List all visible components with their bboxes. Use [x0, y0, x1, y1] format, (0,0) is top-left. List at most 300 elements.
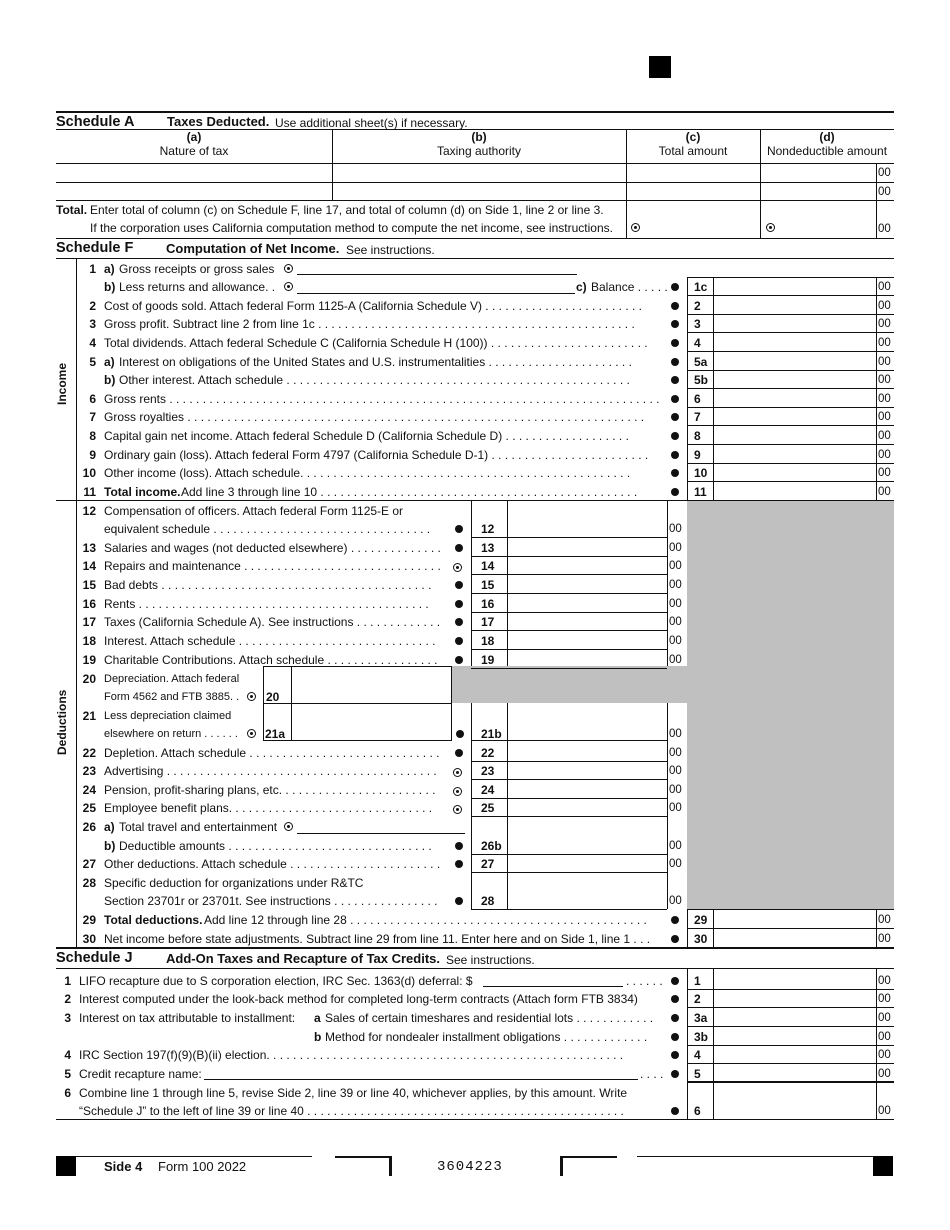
amount-input[interactable]	[714, 1027, 875, 1044]
entry-bullet-icon	[247, 729, 256, 738]
line-letter: b	[314, 1030, 322, 1044]
line-text: Combine line 1 through line 5, revise Side 2, line 39 or line 40, whichever applies, by this amount. Write	[79, 1086, 628, 1100]
sched-a-row1-total[interactable]	[627, 164, 759, 181]
entry-bullet-icon	[671, 1107, 679, 1115]
line-text: Compensation of officers. Attach federal Form 1125-E or	[104, 504, 404, 518]
line-number: 2	[64, 992, 71, 1006]
line-ref: 20	[266, 690, 280, 704]
amount-input[interactable]	[508, 650, 666, 667]
amount-input[interactable]	[714, 971, 875, 988]
line-letter: b)	[104, 373, 116, 387]
amount-input[interactable]	[508, 631, 666, 648]
cents: 00	[669, 840, 682, 852]
line-letter: a)	[104, 262, 115, 276]
entry-bullet-icon	[455, 581, 463, 589]
amount-input[interactable]	[714, 407, 875, 424]
entry-bullet-icon	[671, 395, 679, 403]
col-a-label: Nature of tax	[159, 144, 229, 158]
sched-a-row1-nondeductible[interactable]	[761, 164, 875, 181]
line-ref: 3	[694, 317, 701, 331]
cents: 00	[878, 186, 891, 198]
line-ref: 2	[694, 992, 701, 1006]
line-text: Form 4562 and FTB 3885. .	[104, 691, 240, 703]
amount-input[interactable]	[714, 370, 875, 387]
entry-bullet-icon	[455, 618, 463, 626]
line-text: Interest on tax attributable to installment:	[79, 1011, 296, 1025]
amount-input[interactable]	[508, 556, 666, 573]
line-text: Total travel and entertainment	[119, 820, 278, 834]
line-text: Other deductions. Attach schedule . . . . . . . . . . . . . . . . . . . . . . .	[104, 857, 441, 871]
entry-bullet-icon	[671, 935, 679, 943]
cents: 00	[878, 411, 891, 423]
line-ref: 5a	[694, 355, 708, 369]
sched-a-total-c[interactable]	[642, 201, 759, 237]
cents: 00	[878, 1031, 891, 1043]
cents: 00	[878, 486, 891, 498]
line-text: LIFO recapture due to S corporation election, IRC Sec. 1363(d) deferral: $	[79, 974, 473, 988]
amount-input[interactable]	[714, 910, 875, 927]
line-number: 20	[82, 672, 96, 686]
cents: 00	[669, 895, 682, 907]
line-text: Gross royalties . . . . . . . . . . . . . . . . . . . . . . . . . . . . . . . . . . . . . . . . . . . . . . . . . . . . . . . . . . . . . . . . . . . . .	[104, 410, 645, 424]
amount-input[interactable]	[714, 1064, 875, 1081]
line-letter: b)	[104, 839, 116, 853]
entry-bullet-icon	[284, 822, 293, 831]
line-number: 27	[82, 857, 96, 871]
line-text: Rents . . . . . . . . . . . . . . . . . . . . . . . . . . . . . . . . . . . . . . . . . . . .	[104, 597, 429, 611]
amount-input[interactable]	[714, 482, 875, 499]
cents: 00	[878, 914, 891, 926]
line-number: 4	[64, 1048, 71, 1062]
line-number: 29	[82, 913, 96, 927]
line-ref: 13	[481, 541, 495, 555]
line-21b-input[interactable]	[508, 705, 666, 739]
line-ref: 1	[694, 974, 701, 988]
line-1a-input[interactable]	[297, 259, 577, 275]
line-text: Capital gain net income. Attach federal Schedule D (California Schedule D) . . . . . . . . . . . . . . . . . . .	[104, 429, 629, 443]
schedule-a-title: Schedule A	[56, 114, 135, 130]
line-number: 13	[82, 541, 96, 555]
line-number: 6	[89, 392, 96, 406]
cents: 00	[878, 167, 891, 179]
line-text: Sales of certain timeshares and residential lots . . . . . . . . . . . .	[325, 1011, 654, 1025]
cents: 00	[669, 784, 682, 796]
entry-bullet-icon	[671, 1051, 679, 1059]
line-ref: 25	[481, 801, 495, 815]
entry-bullet-icon	[671, 451, 679, 459]
line-ref: 14	[481, 559, 495, 573]
cents: 00	[878, 1049, 891, 1061]
cents: 00	[878, 374, 891, 386]
entry-bullet-icon	[455, 525, 463, 533]
line-ref: 18	[481, 634, 495, 648]
entry-bullet-icon	[455, 842, 463, 850]
line-number: 18	[82, 634, 96, 648]
line-number: 12	[82, 504, 96, 518]
cents: 00	[878, 467, 891, 479]
line-1b-text: Less returns and allowance. .	[119, 280, 276, 294]
footer-side: Side 4	[104, 1159, 143, 1174]
entry-bullet-icon	[671, 995, 679, 1003]
entry-bullet-icon	[671, 1070, 679, 1078]
amount-input[interactable]	[508, 519, 666, 536]
entry-bullet-icon	[456, 730, 464, 738]
line-number: 4	[89, 336, 96, 350]
amount-input[interactable]	[508, 575, 666, 592]
line-number: 8	[89, 429, 96, 443]
registration-mark-bottom-left	[56, 1156, 76, 1176]
line-letter: a)	[104, 820, 115, 834]
sched-a-total-text1: Enter total of column (c) on Schedule F, line 17, and total of column (d) on Side 1, line 2 or line 3.	[90, 203, 604, 217]
line-ref: 8	[694, 429, 701, 443]
line-number: 16	[82, 597, 96, 611]
amount-input[interactable]	[714, 389, 875, 406]
line-text: Repairs and maintenance . . . . . . . . . . . . . . . . . . . . . . . . . . . . . .	[104, 559, 441, 573]
amount-input[interactable]	[508, 891, 666, 908]
line-number: 6	[64, 1086, 71, 1100]
credit-recapture-name-input[interactable]	[204, 1065, 638, 1080]
footer-bracket-right	[560, 1156, 617, 1176]
line-text: Interest computed under the look-back method for completed long-term contracts (Attach form FTB 3834)	[79, 992, 638, 1006]
line-ref: 2	[694, 299, 701, 313]
registration-mark-top	[649, 56, 671, 78]
entry-bullet-icon	[671, 320, 679, 328]
line-number: 5	[64, 1067, 71, 1081]
line-number: 1	[89, 262, 96, 276]
income-side-label: Income	[55, 362, 69, 405]
sched-a-row1-nature[interactable]	[57, 164, 331, 181]
amount-input[interactable]	[714, 989, 875, 1006]
entry-bullet-icon	[671, 977, 679, 985]
sched-a-total-text2: If the corporation uses California computation method to compute the net income, see instructions.	[90, 221, 613, 235]
cents: 00	[669, 765, 682, 777]
amount-input[interactable]	[508, 836, 666, 853]
line-ref: 16	[481, 597, 495, 611]
line-number: 7	[89, 410, 96, 424]
line-ref: 29	[694, 913, 708, 927]
sched-a-total-d[interactable]	[777, 201, 875, 237]
entry-bullet-icon	[453, 563, 462, 572]
amount-input[interactable]	[714, 1045, 875, 1062]
cents: 00	[878, 993, 891, 1005]
amount-input[interactable]	[714, 333, 875, 350]
line-text: Other income (loss). Attach schedule. . . . . . . . . . . . . . . . . . . . . . . . . . . . . . . . . . . . . . . . . . . . . . . . . .	[104, 466, 631, 480]
line-ref: 17	[481, 615, 495, 629]
lifo-amount-input[interactable]	[483, 972, 623, 987]
amount-input[interactable]	[714, 929, 875, 946]
line-ref: 5	[694, 1067, 701, 1081]
line-text: . . . . . .	[626, 974, 663, 988]
line-number: 26	[82, 820, 96, 834]
amount-input[interactable]	[714, 314, 875, 331]
line-ref: 26b	[481, 839, 502, 853]
entry-bullet-icon	[671, 339, 679, 347]
entry-bullet-icon	[766, 223, 775, 232]
line-ref: 3b	[694, 1030, 709, 1044]
line-number: 3	[89, 317, 96, 331]
cents: 00	[669, 560, 682, 572]
sched-a-row2-total[interactable]	[627, 183, 759, 199]
line-1c-text: Balance . . . . .	[591, 280, 668, 294]
amount-input[interactable]	[508, 743, 666, 760]
line-ref: 3a	[694, 1011, 708, 1025]
sched-a-row2-nature[interactable]	[57, 183, 331, 199]
line-number: 9	[89, 448, 96, 462]
line-ref: 22	[481, 746, 495, 760]
line-text: Charitable Contributions. Attach schedule . . . . . . . . . . . . . . . . .	[104, 653, 438, 667]
col-c-letter: (c)	[685, 130, 701, 144]
entry-bullet-icon	[455, 637, 463, 645]
line-number: 24	[82, 783, 96, 797]
sched-a-total-label: Total.	[56, 203, 88, 217]
line-text: elsewhere on return . . . . . .	[104, 728, 238, 740]
sched-a-row2-authority[interactable]	[333, 183, 625, 199]
cents: 00	[669, 598, 682, 610]
line-ref: 27	[481, 857, 495, 871]
line-ref: 9	[694, 448, 701, 462]
line-number: 15	[82, 578, 96, 592]
line-text: Bad debts . . . . . . . . . . . . . . . . . . . . . . . . . . . . . . . . . . . . . . . . .	[104, 578, 432, 592]
entry-bullet-icon	[671, 469, 679, 477]
line-ref: 28	[481, 894, 495, 908]
cents: 00	[669, 523, 682, 535]
line-number: 17	[82, 615, 96, 629]
footer-bracket-left	[335, 1156, 392, 1176]
line-bold-label: Total income.	[104, 485, 181, 499]
line-text: Pension, profit-sharing plans, etc. . . . . . . . . . . . . . . . . . . . . . . .	[104, 783, 436, 797]
cents: 00	[669, 616, 682, 628]
amount-input[interactable]	[508, 761, 666, 778]
line-ref: 12	[481, 522, 495, 536]
amount-input[interactable]	[508, 854, 666, 871]
line-text: Specific deduction for organizations under R&TC	[104, 876, 364, 890]
entry-bullet-icon	[247, 692, 256, 701]
line-text: Less depreciation claimed	[104, 710, 232, 722]
entry-bullet-icon	[453, 805, 462, 814]
cents: 00	[878, 1105, 891, 1117]
entry-bullet-icon	[453, 768, 462, 777]
cents: 00	[878, 337, 891, 349]
line-text: Cost of goods sold. Attach federal Form 1125-A (California Schedule V) . . . . . . . . . . . . . . . . . . . . . . . .	[104, 299, 643, 313]
entry-bullet-icon	[284, 264, 293, 273]
entry-bullet-icon	[671, 488, 679, 496]
cents: 00	[878, 1068, 891, 1080]
line-text: Other interest. Attach schedule . . . . . . . . . . . . . . . . . . . . . . . . . . . . . . . . . . . . . . . . . . . . . . . . . . . .	[119, 373, 630, 387]
col-b-label: Taxing authority	[436, 144, 522, 158]
deductions-side-label: Deductions	[55, 689, 69, 755]
line-text: Total dividends. Attach federal Schedule C (California Schedule H (100)) . . . . . . . . . . . . . . . . . . . . . . . .	[104, 336, 648, 350]
amount-input[interactable]	[714, 296, 875, 313]
line-ref: 23	[481, 764, 495, 778]
line-number: 1	[64, 974, 71, 988]
line-number: 30	[82, 932, 96, 946]
cents: 00	[669, 747, 682, 759]
col-d-label: Nondeductible amount	[766, 144, 888, 158]
sched-a-row1-authority[interactable]	[333, 164, 625, 181]
footer-form: Form 100 2022	[158, 1159, 247, 1174]
cents: 00	[669, 654, 682, 666]
amount-input[interactable]	[714, 352, 875, 369]
line-20-input[interactable]	[292, 668, 450, 702]
line-ref: 19	[481, 653, 495, 667]
line-text: Add line 12 through line 28 . . . . . . . . . . . . . . . . . . . . . . . . . . . . . . . . . . . . . . . . . . . . .	[204, 913, 647, 927]
entry-bullet-icon	[671, 1014, 679, 1022]
entry-bullet-icon	[671, 376, 679, 384]
amount-input[interactable]	[714, 1008, 875, 1025]
line-text: “Schedule J” to the left of line 39 or line 40 . . . . . . . . . . . . . . . . . . . . . . . . . . . . . . . . . . . . . . . . . . . . . . . .	[79, 1104, 624, 1118]
schedule-f-heading: Computation of Net Income.	[166, 241, 340, 256]
line-ref: 6	[694, 1104, 701, 1118]
cents: 00	[878, 318, 891, 330]
entry-bullet-icon	[455, 656, 463, 664]
entry-bullet-icon	[631, 223, 640, 232]
amount-input[interactable]	[508, 538, 666, 555]
amount-input[interactable]	[508, 780, 666, 797]
cents: 00	[669, 858, 682, 870]
line-ref: 24	[481, 783, 495, 797]
line-text: Advertising . . . . . . . . . . . . . . . . . . . . . . . . . . . . . . . . . . . . . . . . .	[104, 764, 437, 778]
line-ref: 21a	[265, 727, 286, 741]
line-ref: 10	[694, 466, 708, 480]
col-d-letter: (d)	[819, 130, 835, 144]
cents: 00	[878, 1012, 891, 1024]
entry-bullet-icon	[671, 358, 679, 366]
amount-input[interactable]	[508, 594, 666, 611]
line-text: Taxes (California Schedule A). See instructions . . . . . . . . . . . . .	[104, 615, 441, 629]
line-text: Salaries and wages (not deducted elsewhere) . . . . . . . . . . . . . .	[104, 541, 441, 555]
line-number: 19	[82, 653, 96, 667]
entry-bullet-icon	[671, 302, 679, 310]
registration-mark-bottom-right	[873, 1156, 893, 1176]
entry-bullet-icon	[455, 600, 463, 608]
line-ref: 1c	[694, 280, 708, 294]
line-number: 23	[82, 764, 96, 778]
shaded-area	[451, 666, 687, 703]
cents: 00	[878, 356, 891, 368]
line-ref: 15	[481, 578, 495, 592]
col-a-letter: (a)	[186, 130, 202, 144]
line-number: 2	[89, 299, 96, 313]
schedule-j-heading: Add-On Taxes and Recapture of Tax Credits.	[166, 951, 441, 966]
cents: 00	[878, 933, 891, 945]
entry-bullet-icon	[455, 897, 463, 905]
entry-bullet-icon	[455, 544, 463, 552]
schedule-f-title: Schedule F	[56, 240, 134, 256]
line-letter: b)	[104, 280, 116, 294]
cents: 00	[878, 393, 891, 405]
cents: 00	[878, 300, 891, 312]
cents: 00	[669, 542, 682, 554]
schedule-f-note: See instructions.	[346, 243, 435, 257]
line-ref: 5b	[694, 373, 709, 387]
line-26a-input[interactable]	[297, 818, 465, 834]
cents: 00	[878, 223, 891, 235]
schedule-a-heading: Taxes Deducted.	[167, 114, 270, 129]
line-ref: 4	[694, 336, 701, 350]
line-text: Ordinary gain (loss). Attach federal Form 4797 (California Schedule D-1) . . . . . . . . . . . . . . . . . . . . . . . .	[104, 448, 649, 462]
entry-bullet-icon	[453, 787, 462, 796]
entry-bullet-icon	[671, 916, 679, 924]
shaded-area	[687, 501, 894, 909]
line-ref: 30	[694, 932, 708, 946]
line-text: Method for nondealer installment obligations . . . . . . . . . . . . .	[325, 1030, 648, 1044]
amount-input[interactable]	[508, 798, 666, 815]
line-ref: 4	[694, 1048, 701, 1062]
line-text: Deductible amounts . . . . . . . . . . . . . . . . . . . . . . . . . . . . . . .	[119, 839, 432, 853]
line-text: Section 23701r or 23701t. See instructions . . . . . . . . . . . . . . . .	[104, 894, 438, 908]
line-number: 11	[83, 485, 96, 499]
cents: 00	[878, 430, 891, 442]
entry-bullet-icon	[671, 413, 679, 421]
line-ref: 7	[694, 410, 701, 424]
amount-input[interactable]	[508, 612, 666, 629]
line-letter: c)	[576, 280, 587, 294]
cents: 00	[669, 728, 682, 740]
entry-bullet-icon	[671, 1033, 679, 1041]
line-text: Net income before state adjustments. Subtract line 29 from line 11. Enter here and on Side 1, line 1 . . .	[104, 932, 651, 946]
line-text: equivalent schedule . . . . . . . . . . . . . . . . . . . . . . . . . . . . . . . . .	[104, 522, 431, 536]
line-21a-input[interactable]	[292, 705, 450, 739]
sched-a-row2-nondeductible[interactable]	[761, 183, 875, 199]
amount-input[interactable]	[714, 426, 875, 443]
line-number: 21	[82, 709, 96, 723]
line-text: IRC Section 197(f)(9)(B)(ii) election. . . . . . . . . . . . . . . . . . . . . . . . . . . . . . . . . . . . . . . . . . . . . . . . . . . . . .	[79, 1048, 624, 1062]
cents: 00	[878, 281, 891, 293]
entry-bullet-icon	[671, 283, 679, 291]
cents: 00	[878, 975, 891, 987]
entry-bullet-icon	[671, 432, 679, 440]
line-text: Depreciation. Attach federal	[104, 673, 240, 685]
schedule-j-note: See instructions.	[446, 953, 535, 967]
col-c-label: Total amount	[658, 144, 728, 158]
line-ref: 11	[694, 485, 707, 499]
amount-input[interactable]	[714, 277, 875, 294]
col-b-letter: (b)	[471, 130, 487, 144]
line-1b-input[interactable]	[297, 278, 575, 294]
line-text: Gross profit. Subtract line 2 from line 1c . . . . . . . . . . . . . . . . . . . . . . . . . . . . . . . . . . . . . . . . . . . . . . . .	[104, 317, 635, 331]
entry-bullet-icon	[455, 860, 463, 868]
line-number: 14	[82, 559, 96, 573]
line-text: Interest on obligations of the United States and U.S. instrumentalities . . . . . . . . . . . . . . . . . . . . . .	[119, 355, 632, 369]
schedule-j-title: Schedule J	[56, 950, 133, 966]
line-text: Interest. Attach schedule . . . . . . . . . . . . . . . . . . . . . . . . . . . . . .	[104, 634, 436, 648]
footer-code: 3604223	[437, 1159, 503, 1175]
cents: 00	[669, 635, 682, 647]
line-bold-label: Total deductions.	[104, 913, 203, 927]
line-letter: a)	[104, 355, 115, 369]
amount-input[interactable]	[714, 445, 875, 462]
schedule-a-note: Use additional sheet(s) if necessary.	[275, 116, 468, 130]
entry-bullet-icon	[284, 282, 293, 291]
amount-input[interactable]	[714, 463, 875, 480]
line-number: 22	[82, 746, 96, 760]
line-number: 25	[82, 801, 96, 815]
line-text: Depletion. Attach schedule . . . . . . . . . . . . . . . . . . . . . . . . . . . . .	[104, 746, 440, 760]
line-number: 10	[82, 466, 96, 480]
line-number: 28	[82, 876, 96, 890]
line-letter: a	[314, 1011, 321, 1025]
line-ref: 21b	[481, 727, 502, 741]
line-text: Employee benefit plans. . . . . . . . . . . . . . . . . . . . . . . . . . . . . . .	[104, 801, 433, 815]
line-1a-text: Gross receipts or gross sales	[119, 262, 275, 276]
line-number: 5	[89, 355, 96, 369]
entry-bullet-icon	[455, 749, 463, 757]
line-ref: 6	[694, 392, 701, 406]
amount-input[interactable]	[714, 1101, 875, 1118]
line-number: 3	[64, 1011, 71, 1025]
cents: 00	[878, 449, 891, 461]
line-text: . . . .	[640, 1067, 664, 1081]
